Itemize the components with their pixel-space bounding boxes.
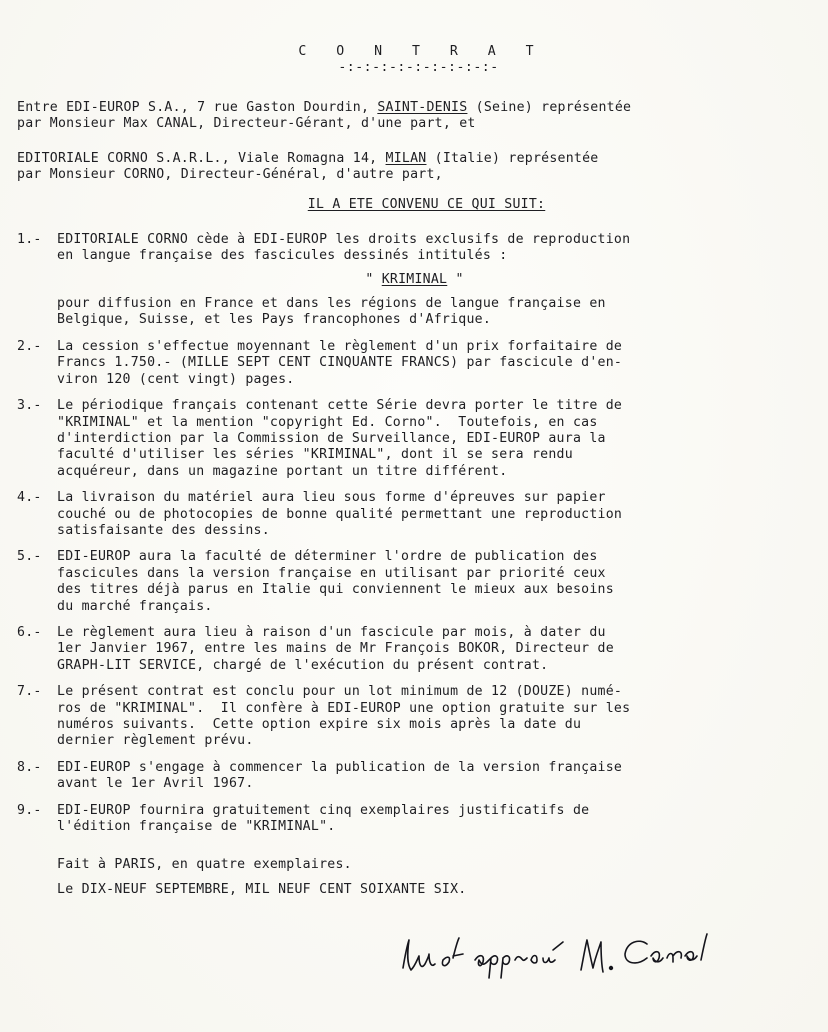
clause-text bbox=[57, 398, 812, 480]
clause-number: 5.- bbox=[17, 549, 42, 565]
series-title-name: KRIMINAL bbox=[381, 271, 448, 287]
clause-text bbox=[57, 803, 812, 836]
clause-text bbox=[57, 549, 812, 615]
clause-text bbox=[57, 684, 812, 750]
clause-line: La cession s'effectue moyennant le règlement d'un prix forfaitaire de bbox=[57, 338, 623, 354]
clause-line: pour diffusion en France et dans les régions de langue française en bbox=[57, 296, 606, 312]
clause-item bbox=[17, 760, 812, 793]
clause-text bbox=[57, 490, 812, 539]
clause-line: couché ou de photocopies de bonne qualité permettant une reproduction bbox=[57, 506, 623, 522]
handwritten-signature bbox=[395, 920, 715, 980]
clause-line: Belgique, Suisse, et les Pays francophones d'Afrique. bbox=[57, 312, 492, 328]
clause-item bbox=[17, 625, 812, 674]
party-line bbox=[17, 151, 812, 167]
series-title bbox=[17, 272, 812, 288]
closing-place: Fait à PARIS, en quatre exemplaires. bbox=[57, 857, 352, 873]
party-paragraph bbox=[17, 100, 812, 133]
clause-number: 9.- bbox=[17, 802, 42, 818]
clause-number: 8.- bbox=[17, 759, 42, 775]
clause-item bbox=[17, 232, 812, 329]
clause-item bbox=[17, 339, 812, 388]
clause-line: d'interdiction par la Commission de Surveillance, EDI-EUROP aura la bbox=[57, 430, 606, 446]
clause-line: viron 120 (cent vingt) pages. bbox=[57, 371, 295, 387]
clause-number: 3.- bbox=[17, 398, 42, 414]
series-title-quote-close: " bbox=[447, 271, 464, 287]
clause-line: GRAPH-LIT SERVICE, chargé de l'exécution du présent contrat. bbox=[57, 657, 549, 673]
agreement-heading bbox=[41, 197, 812, 213]
clause-line: "KRIMINAL" et la mention "copyright Ed. Corno". Toutefois, en cas bbox=[57, 414, 598, 430]
clause-line: EDITORIALE CORNO cède à EDI-EUROP les droits exclusifs de reproduction bbox=[57, 231, 631, 247]
clause-text bbox=[57, 760, 812, 793]
closing-date: Le DIX-NEUF SEPTEMBRE, MIL NEUF CENT SOIXANTE SIX. bbox=[57, 881, 467, 897]
clause-number: 6.- bbox=[17, 624, 42, 640]
clause-text bbox=[57, 339, 812, 388]
clause-line: acquéreur, dans un magazine portant un titre différent. bbox=[57, 463, 508, 479]
clause-line: fascicules dans la version française en utilisant par priorité ceux bbox=[57, 565, 606, 581]
clause-item bbox=[17, 490, 812, 539]
clause-line: satisfaisante des dessins. bbox=[57, 522, 270, 538]
clause-line: EDI-EUROP aura la faculté de déterminer l'ordre de publication des bbox=[57, 549, 598, 565]
clause-line: ros de "KRIMINAL". Il confère à EDI-EUROP une option gratuite sur les bbox=[57, 700, 631, 716]
clause-number: 4.- bbox=[17, 490, 42, 506]
clause-line: l'édition française de "KRIMINAL". bbox=[57, 819, 336, 835]
party-text: EDITORIALE CORNO S.A.R.L., Viale Romagna 14, bbox=[17, 150, 386, 166]
city-name: SAINT-DENIS bbox=[377, 99, 468, 115]
clause-line: Le règlement aura lieu à raison d'un fascicule par mois, à dater du bbox=[57, 624, 606, 640]
clauses-list bbox=[17, 232, 812, 836]
clause-line: 1er Janvier 1967, entre les mains de Mr François BOKOR, Directeur de bbox=[57, 641, 614, 657]
clause-line: Francs 1.750.- (MILLE SEPT CENT CINQUANTE FRANCS) par fascicule d'en- bbox=[57, 355, 623, 371]
party-line bbox=[17, 100, 812, 116]
clause-line: Le périodique français contenant cette Série devra porter le titre de bbox=[57, 398, 623, 414]
clause-line: numéros suivants. Cette option expire six mois après la date du bbox=[57, 717, 582, 732]
clause-line: Le présent contrat est conclu pour un lot minimum de 12 (DOUZE) numé- bbox=[57, 684, 623, 700]
clause-text bbox=[57, 625, 812, 674]
party-paragraph bbox=[17, 151, 812, 184]
closing-section bbox=[17, 857, 812, 898]
party-text: (Seine) représentée bbox=[467, 99, 632, 115]
clause-line: La livraison du matériel aura lieu sous forme d'épreuves sur papier bbox=[57, 490, 606, 506]
title-rule: -:-:-:-:-:-:-:-:-:- bbox=[338, 60, 499, 76]
clause-item bbox=[17, 803, 812, 836]
clause-line: EDI-EUROP s'engage à commencer la publication de la version française bbox=[57, 759, 623, 775]
series-title-quote-open: " bbox=[365, 271, 382, 287]
party-text: par Monsieur Max CANAL, Directeur-Gérant, d'une part, et bbox=[17, 116, 476, 132]
clause-item bbox=[17, 684, 812, 750]
clause-number: 1.- bbox=[17, 231, 42, 247]
clause-line: du marché français. bbox=[57, 598, 213, 614]
party-text: Entre EDI-EUROP S.A., 7 rue Gaston Dourdin, bbox=[17, 99, 378, 115]
contract-title: C O N T R A T bbox=[298, 44, 545, 59]
clause-item bbox=[17, 549, 812, 615]
city-name: MILAN bbox=[385, 150, 427, 166]
signature-drawing bbox=[395, 920, 715, 980]
parties-section bbox=[17, 100, 812, 184]
clause-number: 2.- bbox=[17, 338, 42, 354]
clause-item bbox=[17, 398, 812, 480]
clause-line: faculté d'utiliser les séries "KRIMINAL", dont il se sera rendu bbox=[57, 447, 573, 463]
contract-document bbox=[17, 44, 812, 906]
clause-line: en langue française des fascicules dessinés intitulés : bbox=[57, 248, 508, 264]
clause-line: EDI-EUROP fournira gratuitement cinq exemplaires justificatifs de bbox=[57, 802, 590, 818]
party-line bbox=[17, 167, 812, 183]
clause-line: des titres déjà parus en Italie qui conviennent le mieux aux besoins bbox=[57, 582, 614, 598]
clause-text bbox=[57, 232, 812, 329]
agreement-heading-text: IL A ETE CONVENU CE QUI SUIT: bbox=[307, 197, 546, 213]
party-text: (Italie) représentée bbox=[426, 150, 599, 166]
party-text: par Monsieur CORNO, Directeur-Général, d'autre part, bbox=[17, 167, 443, 183]
party-line bbox=[17, 116, 812, 132]
clause-line: dernier règlement prévu. bbox=[57, 733, 254, 749]
clause-number: 7.- bbox=[17, 684, 42, 700]
clause-line: avant le 1er Avril 1967. bbox=[57, 776, 254, 792]
